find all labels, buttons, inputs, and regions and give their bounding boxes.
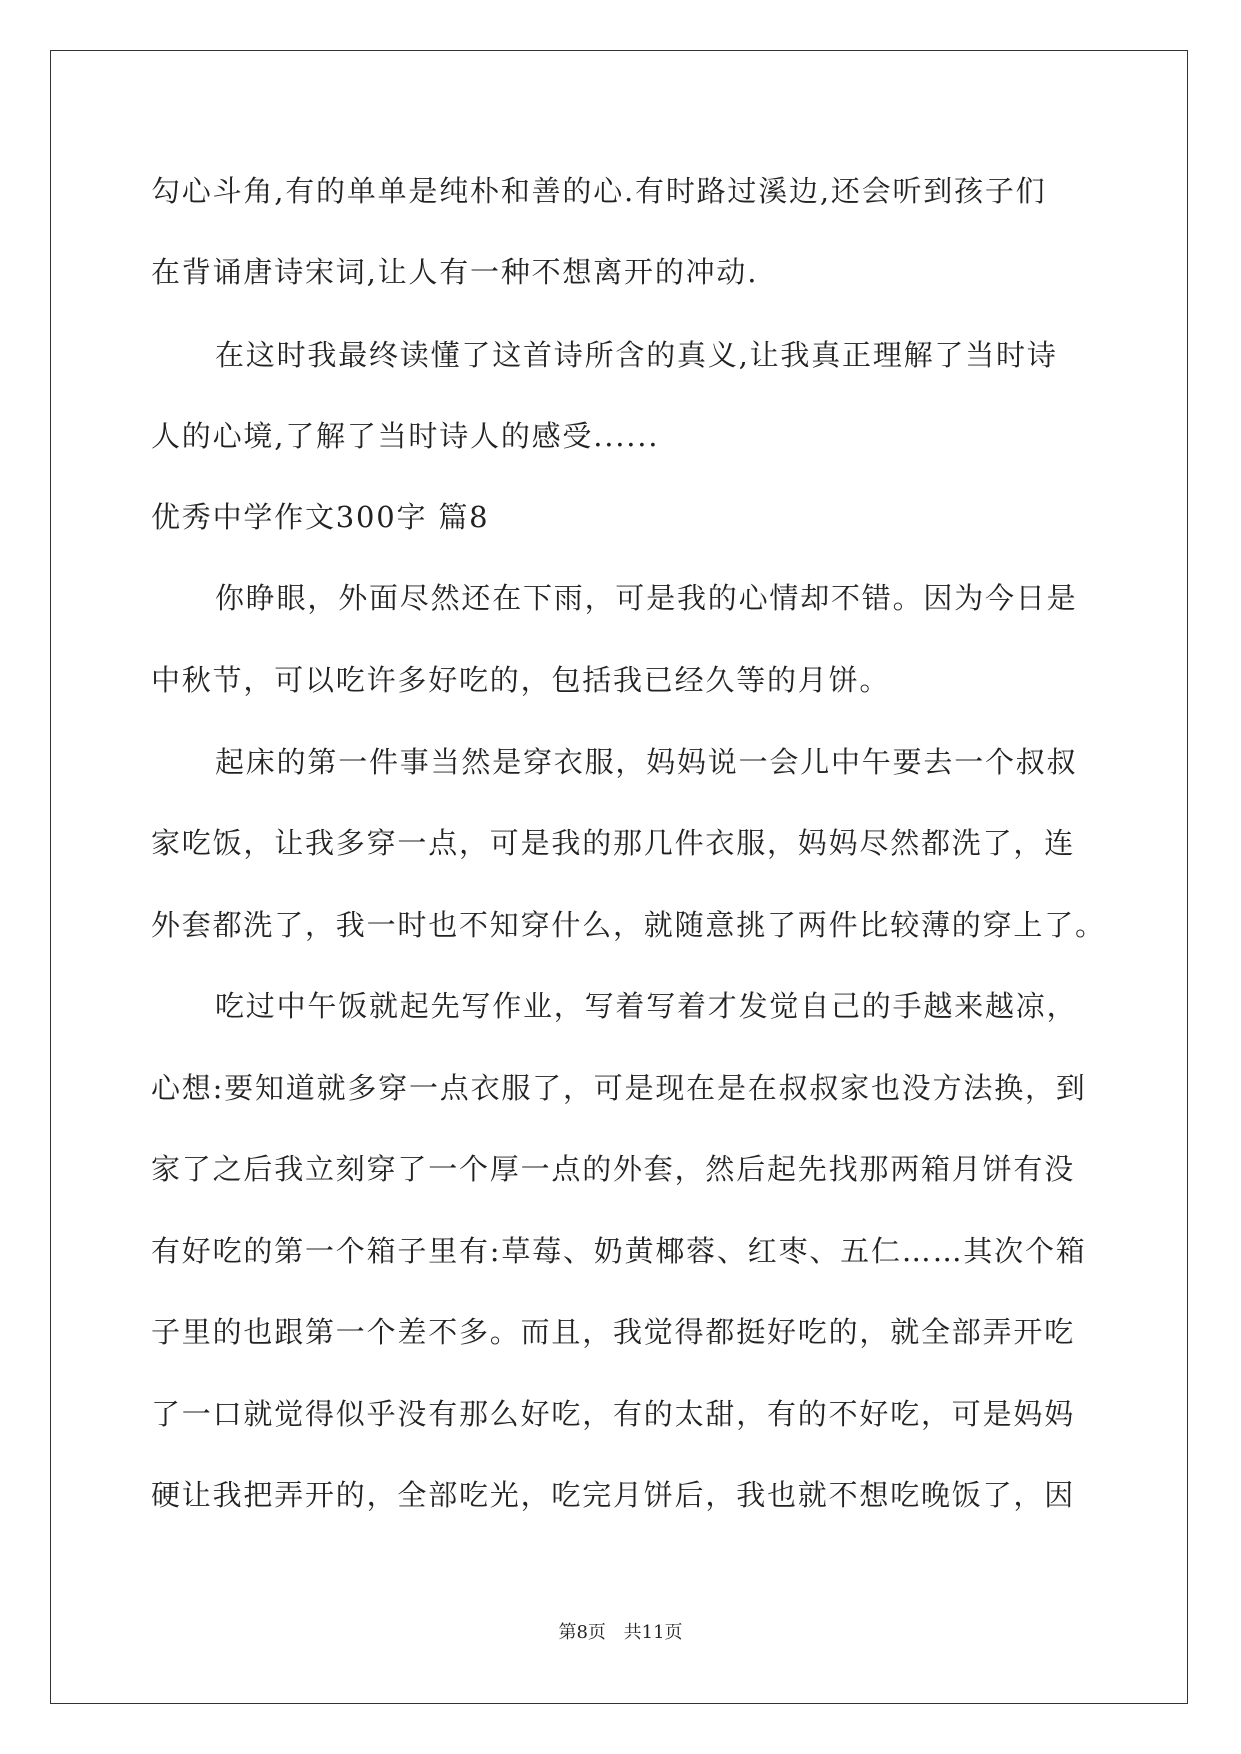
paragraph-start-line: 吃过中午饭就起先写作业，写着写着才发觉自己的手越来越凉，	[215, 989, 1078, 1023]
text-line: 中秋节，可以吃许多好吃的，包括我已经久等的月饼。	[151, 663, 891, 697]
text-line: 人的心境,了解了当时诗人的感受......	[151, 419, 660, 453]
page-number: 第8页	[558, 1622, 606, 1643]
text-line: 心想:要知道就多穿一点衣服了，可是现在是在叔叔家也没方法换，到	[151, 1071, 1087, 1105]
paragraph-start-line: 你睁眼，外面尽然还在下雨，可是我的心情却不错。因为今日是	[215, 581, 1078, 615]
text-line: 勾心斗角,有的单单是纯朴和善的心.有时路过溪边,还会听到孩子们	[151, 174, 1047, 208]
page-footer	[0, 1622, 1241, 1644]
text-line: 家了之后我立刻穿了一个厚一点的外套，然后起先找那两箱月饼有没	[151, 1152, 1076, 1186]
paragraph-start-line: 在这时我最终读懂了这首诗所含的真义,让我真正理解了当时诗	[215, 338, 1058, 372]
text-line: 外套都洗了，我一时也不知穿什么，就随意挑了两件比较薄的穿上了。	[151, 908, 1106, 942]
text-line: 家吃饭，让我多穿一点，可是我的那几件衣服，妈妈尽然都洗了，连	[151, 826, 1076, 860]
text-line: 了一口就觉得似乎没有那么好吃，有的太甜，有的不好吃，可是妈妈	[151, 1397, 1076, 1431]
page-border	[50, 50, 1188, 1704]
text-line: 硬让我把弄开的，全部吃光，吃完月饼后，我也就不想吃晚饭了，因	[151, 1478, 1076, 1512]
paragraph-start-line: 起床的第一件事当然是穿衣服，妈妈说一会儿中午要去一个叔叔	[215, 745, 1078, 779]
text-line: 有好吃的第一个箱子里有:草莓、奶黄椰蓉、红枣、五仁……其次个箱	[151, 1234, 1087, 1268]
text-line: 在背诵唐诗宋词,让人有一种不想离开的冲动.	[151, 255, 759, 289]
text-line: 子里的也跟第一个差不多。而且，我觉得都挺好吃的，就全部弄开吃	[151, 1315, 1076, 1349]
page-total: 共11页	[623, 1622, 683, 1643]
section-heading: 优秀中学作文300字 篇8	[151, 500, 490, 534]
